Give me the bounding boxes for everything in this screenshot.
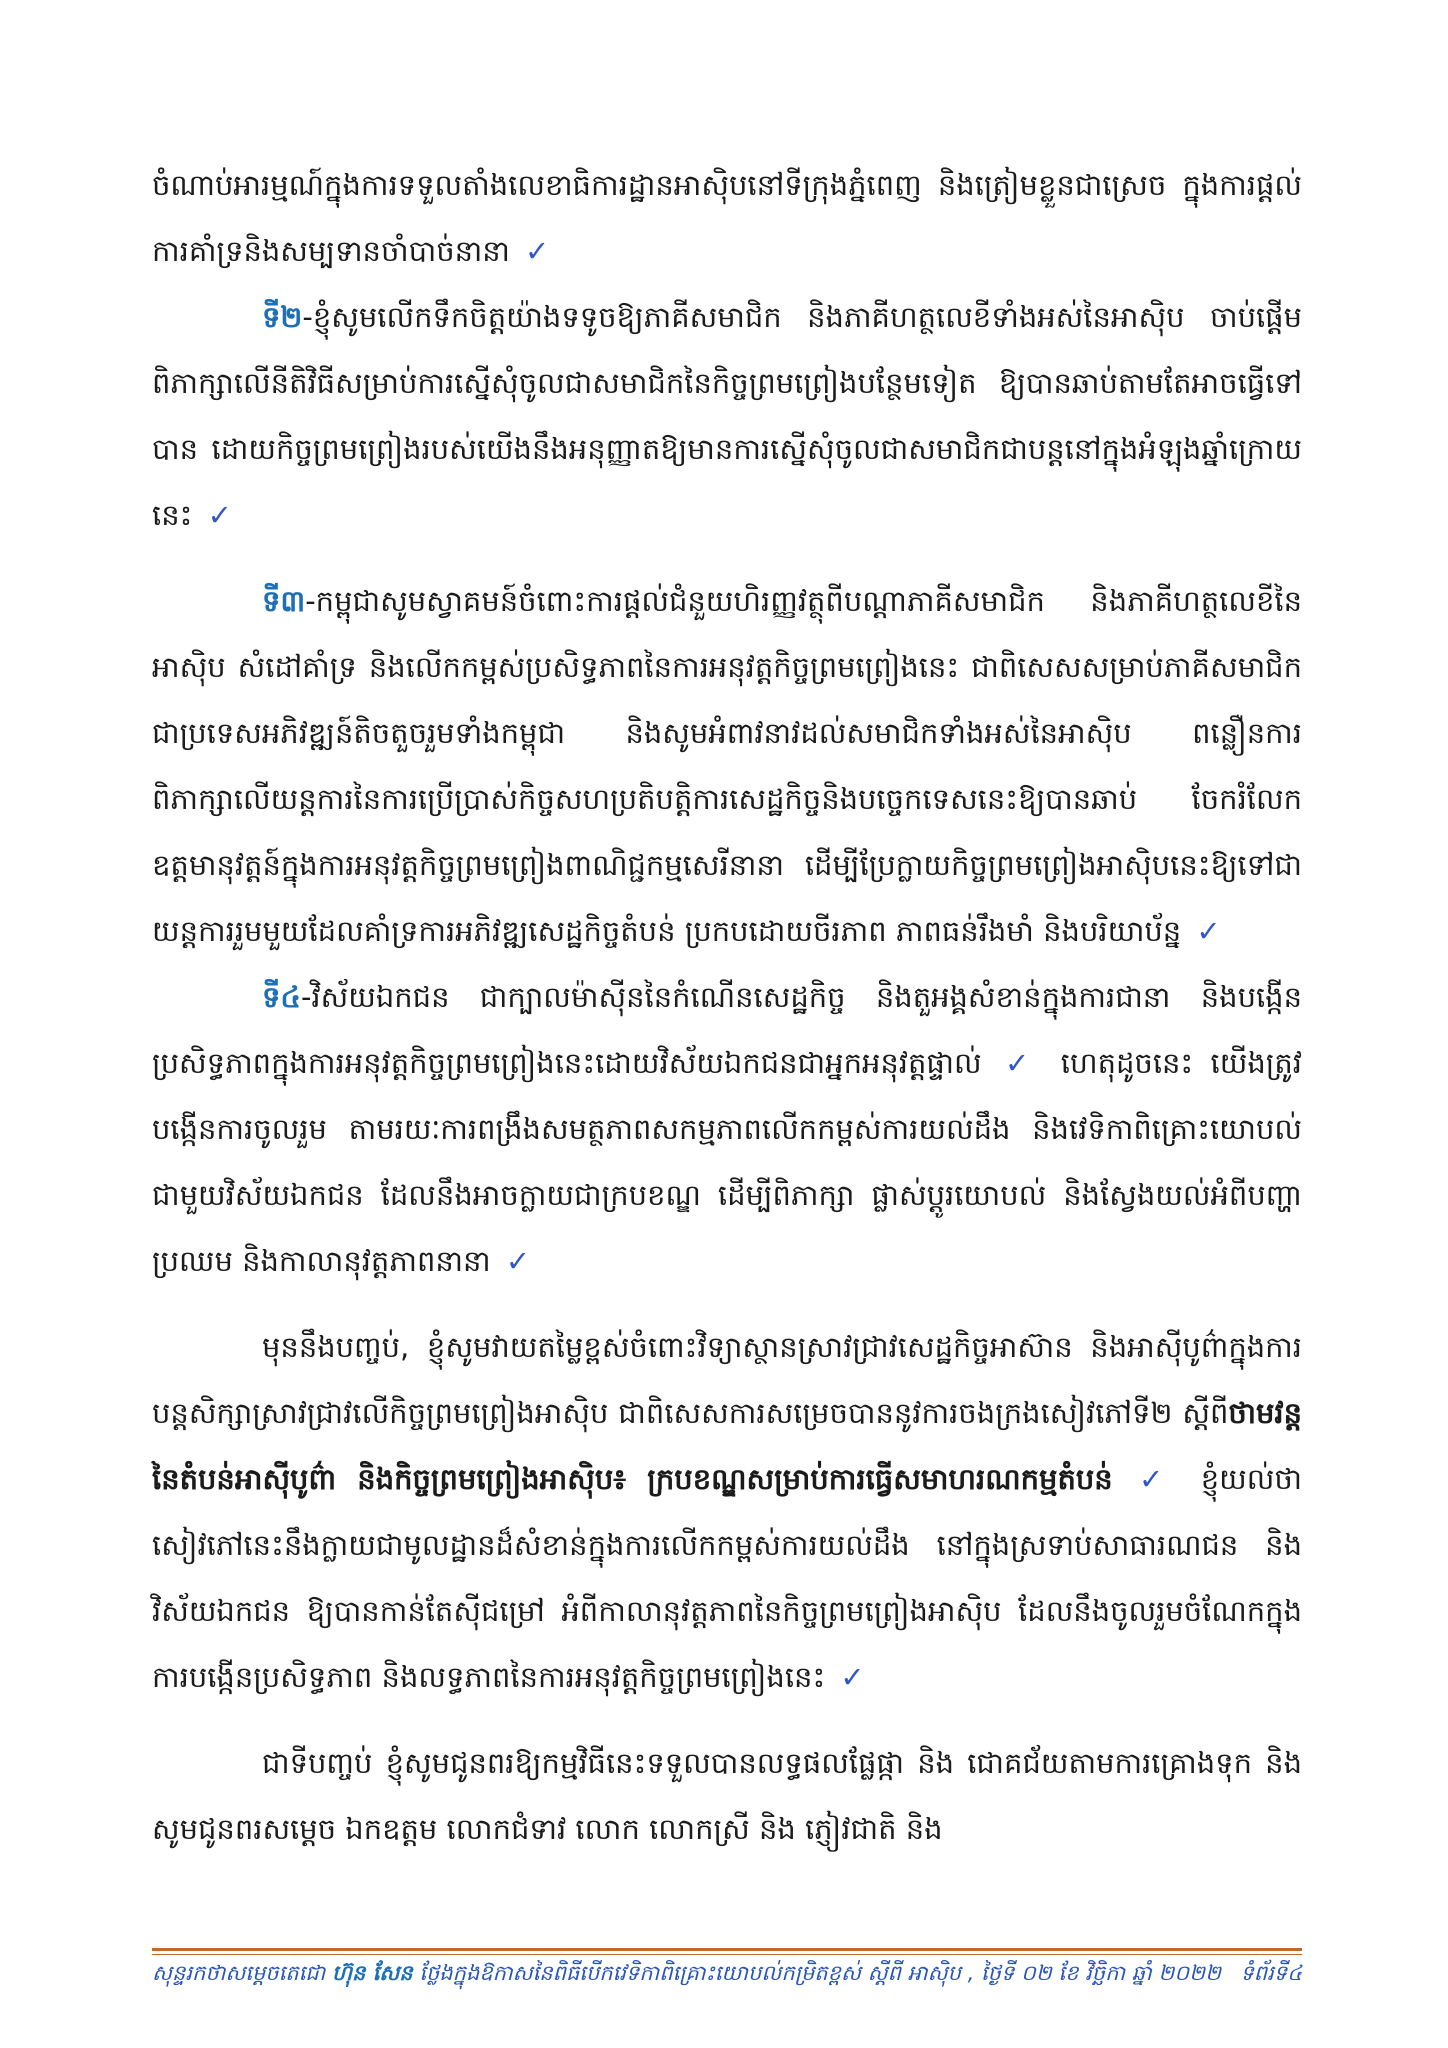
book-title: ថាមវន្តនៃតំបន់អាស៊ីបូព៌ា និងកិច្ចព្រមព្រៀងអាស៊ិប៖ ក្របខណ្ឌសម្រាប់ការធ្វើសមាហរណកម្មតំបន់ bbox=[152, 1396, 1302, 1496]
footer-event: ថ្លែងក្នុងឱកាសនៃពិធីបើកវេទិកាពិគ្រោះយោបល់កម្រិតខ្ពស់ ស្តីពី អាស៊ិប , ថ្ងៃទី ០២ ខែ វិច្ឆិកា ឆ្នាំ ២០២២ bbox=[419, 1961, 1221, 1985]
paragraph-text: ចំណាប់អារម្មណ៍ក្នុងការទទួលតាំងលេខាធិការដ្ឋានអាស៊ិបនៅទីក្រុងភ្នំពេញ និងត្រៀមខ្លួនជាស្រេច ក្នុងការផ្តល់ការគាំទ្រនិងសម្បទានចាំបាច់នានា bbox=[152, 168, 1302, 268]
paragraph-text: -ខ្ញុំសូមលើកទឹកចិត្តយ៉ាងទទូចឱ្យភាគីសមាជិក និងភាគីហត្ថលេខីទាំងអស់នៃអាស៊ិប ចាប់ផ្តើមពិភាក្សាលើនីតិវិធីសម្រាប់ការស្នើសុំចូលជាសមាជិកនៃកិច្ចព្រមព្រៀងបន្ថែមទៀត ឱ្យបានឆាប់តាមតែអាចធ្វើទៅបាន ដោយកិច្ចព្រមព្រៀងរបស់យើងនឹងអនុញ្ញាតឱ្យមានការស្នើសុំចូលជាសមាជិកជាបន្តនៅក្នុងអំឡុងឆ្នាំក្រោយនេះ bbox=[152, 300, 1302, 532]
page-footer bbox=[152, 1960, 1302, 1991]
paragraph-point-2 bbox=[152, 284, 1302, 548]
paragraph-closing bbox=[152, 1314, 1302, 1710]
paragraph-text-continued: ខ្ញុំយល់ថា សៀវភៅនេះនឹងក្លាយជាមូលដ្ឋានដ៏សំខាន់ក្នុងការលើកកម្ពស់ការយល់ដឹង នៅក្នុងស្រទាប់សាធារណជន និង វិស័យឯកជន ឱ្យបានកាន់តែស៊ីជម្រៅ អំពីកាលានុវត្តភាពនៃកិច្ចព្រមព្រៀងអាស៊ិប ដែលនឹងចូលរួមចំណែកក្នុងការបង្កើនប្រសិទ្ធភាព និងលទ្ធភាពនៃការអនុវត្តកិច្ចព្រមព្រៀងនេះ bbox=[152, 1462, 1302, 1694]
check-mark-icon: ✓ bbox=[1005, 1046, 1038, 1080]
point-marker: ទី២ bbox=[262, 300, 303, 334]
page-number: ទំព័រទី៤ bbox=[1240, 1961, 1302, 1985]
check-mark-icon: ✓ bbox=[1139, 1462, 1175, 1496]
point-marker: ទី៣ bbox=[262, 584, 306, 618]
check-mark-icon: ✓ bbox=[840, 1660, 865, 1694]
footer-caption bbox=[152, 1960, 1221, 1991]
paragraph-text: មុននឹងបញ្ចប់, ខ្ញុំសូមវាយតម្លៃខ្ពស់ចំពោះវិទ្យាស្ថានស្រាវជ្រាវសេដ្ឋកិច្ចអាស៊ាន និងអាស៊ីបូព៌ាក្នុងការបន្តសិក្សាស្រាវជ្រាវលើកិច្ចព្រមព្រៀងអាស៊ិប ជាពិសេសការសម្រេចបាននូវការចងក្រងសៀវភៅទី២ ស្តីពី bbox=[152, 1330, 1302, 1430]
paragraph-final bbox=[152, 1730, 1302, 1862]
paragraph-text-continued: ហេតុដូចនេះ យើងត្រូវបង្កើនការចូលរួម តាមរយៈការពង្រឹងសមត្ថភាពសកម្មភាពលើកកម្ពស់ការយល់ដឹង និងវេទិកាពិគ្រោះយោបល់ជាមួយវិស័យឯកជន ដែលនឹងអាចក្លាយជាក្របខណ្ឌ ដើម្បីពិភាក្សា ផ្លាស់ប្តូរយោបល់ និងស្វែងយល់អំពីបញ្ហាប្រឈម និងកាលានុវត្តភាពនានា bbox=[152, 1046, 1302, 1278]
point-marker: ទី៤ bbox=[262, 980, 301, 1014]
check-mark-icon: ✓ bbox=[207, 498, 232, 532]
paragraph-point-4 bbox=[152, 964, 1302, 1294]
check-mark-icon: ✓ bbox=[525, 234, 550, 268]
paragraph-text: ជាទីបញ្ចប់ ខ្ញុំសូមជូនពរឱ្យកម្មវិធីនេះទទួលបានលទ្ធផលផ្លែផ្កា និង ជោគជ័យតាមការគ្រោងទុក និងសូមជូនពរសម្តេច ឯកឧត្តម លោកជំទាវ លោក លោកស្រី និង ភ្ញៀវជាតិ និង bbox=[152, 1746, 1302, 1846]
footer-divider bbox=[152, 1948, 1302, 1951]
paragraph-point-3 bbox=[152, 568, 1302, 964]
footer-prefix: សុន្ទរកថាសម្តេចតេជោ bbox=[152, 1961, 326, 1985]
check-mark-icon: ✓ bbox=[505, 1244, 531, 1278]
speech-body bbox=[152, 152, 1302, 1862]
paragraph-text: -វិស័យឯកជន ជាក្បាលម៉ាស៊ីននៃកំណើនសេដ្ឋកិច្ច និងតួអង្គសំខាន់ក្នុងការជានា និងបង្កើនប្រសិទ្ធភាពក្នុងការអនុវត្តកិច្ចព្រមព្រៀងនេះដោយវិស័យឯកជនជាអ្នកអនុវត្តផ្ទាល់ bbox=[152, 980, 1302, 1080]
paragraph-text: -កម្ពុជាសូមស្វាគមន៍ចំពោះការផ្តល់ជំនួយហិរញ្ញវត្ថុពីបណ្តាភាគីសមាជិក និងភាគីហត្ថលេខីនៃអាស៊ិប សំដៅគាំទ្រ និងលើកកម្ពស់ប្រសិទ្ធភាពនៃការអនុវត្តកិច្ចព្រមព្រៀងនេះ ជាពិសេសសម្រាប់ភាគីសមាជិកជាប្រទេសអភិវឌ្ឍន៍តិចតួចរួមទាំងកម្ពុជា និងសូមអំពាវនាវដល់សមាជិកទាំងអស់នៃអាស៊ិប ពន្លឿនការពិភាក្សាលើយន្តការនៃការប្រើប្រាស់កិច្ចសហប្រតិបត្តិការសេដ្ឋកិច្ចនិងបច្ចេកទេសនេះឱ្យបានឆាប់ ចែករំលែកឧត្តមានុវត្តន៍ក្នុងការអនុវត្តកិច្ចព្រមព្រៀងពាណិជ្ជកម្មសេរីនានា ដើម្បីប្រែក្លាយកិច្ចព្រមព្រៀងអាស៊ិបនេះឱ្យទៅជាយន្តការរួមមួយដែលគាំទ្រការអភិវឌ្ឍសេដ្ឋកិច្ចតំបន់ ប្រកបដោយចីរភាព ភាពធន់រឹងមាំ និងបរិយាប័ន្ន bbox=[152, 584, 1302, 948]
check-mark-icon: ✓ bbox=[1196, 914, 1221, 948]
footer-speaker-name: ហ៊ុន សែន bbox=[331, 1961, 413, 1985]
paragraph-continuation bbox=[152, 152, 1302, 284]
